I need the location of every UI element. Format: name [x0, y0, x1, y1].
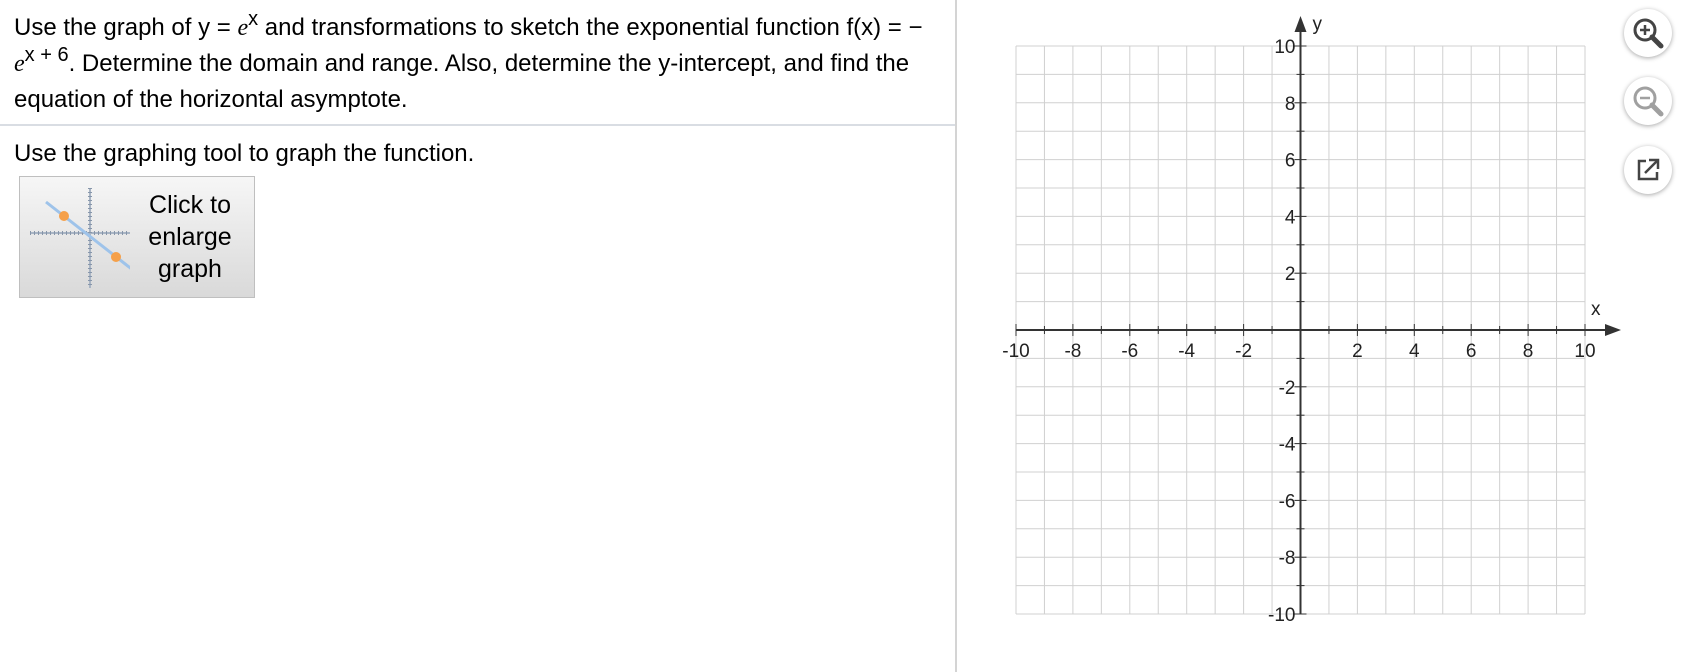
- instruction-text: Use the graphing tool to graph the function.: [14, 140, 475, 167]
- question-prefix: Use the graph of y =: [14, 14, 238, 41]
- popout-button[interactable]: [1624, 146, 1672, 194]
- target-function-e: e: [14, 51, 25, 77]
- zoom-out-button[interactable]: [1624, 77, 1672, 125]
- y-tick-label: -10: [1268, 605, 1296, 626]
- y-axis-label: y: [1312, 14, 1322, 35]
- axes: [1016, 16, 1621, 614]
- x-tick-label: -8: [1064, 341, 1082, 362]
- y-tick-label: 8: [1284, 93, 1296, 115]
- question-middle: and transformations to sketch the exponential function f(x) = −: [258, 14, 923, 41]
- zoom-out-icon: [1624, 77, 1672, 125]
- y-tick-label: 6: [1284, 150, 1296, 172]
- x-tick-label: 4: [1409, 341, 1420, 362]
- x-tick-label: -6: [1121, 341, 1139, 362]
- x-tick-label: 8: [1522, 341, 1534, 362]
- y-tick-label: -8: [1278, 548, 1296, 570]
- y-tick-label: -2: [1278, 377, 1296, 399]
- y-tick-label: 10: [1274, 37, 1296, 58]
- coordinate-grid[interactable]: [980, 0, 1630, 672]
- x-tick-label: 6: [1465, 341, 1477, 362]
- x-tick-label: 10: [1574, 341, 1596, 362]
- external-link-icon: [1624, 146, 1672, 194]
- panel-divider: [955, 0, 957, 672]
- x-tick-label: -2: [1235, 341, 1253, 362]
- target-function-exponent: x + 6: [24, 44, 69, 66]
- base-function-exponent: x: [248, 8, 259, 30]
- x-axis-arrow: [1605, 324, 1621, 336]
- question-text: [14, 10, 944, 117]
- y-tick-label: -4: [1278, 434, 1296, 456]
- zoom-in-icon: [1624, 9, 1672, 57]
- enlarge-graph-label: Click to enlarge graph: [148, 191, 232, 283]
- x-tick-label: -4: [1178, 341, 1196, 362]
- y-axis-arrow: [1295, 16, 1307, 32]
- x-tick-label: -10: [1002, 341, 1030, 362]
- y-tick-label: 2: [1284, 264, 1296, 286]
- base-function-e: e: [237, 15, 249, 41]
- y-tick-label: -6: [1278, 491, 1296, 513]
- question-suffix: . Determine the domain and range. Also, determine the y-intercept, and find the equation of the horizontal asymptote.: [14, 50, 910, 113]
- graph-thumbnail-icon: [30, 188, 130, 288]
- zoom-in-button[interactable]: [1624, 9, 1672, 57]
- x-axis-label: x: [1591, 299, 1601, 320]
- x-tick-label: 2: [1352, 341, 1363, 362]
- tick-labels: [1002, 37, 1595, 626]
- enlarge-graph-button[interactable]: [19, 176, 255, 298]
- y-tick-label: 4: [1284, 207, 1296, 229]
- question-divider: [0, 124, 955, 126]
